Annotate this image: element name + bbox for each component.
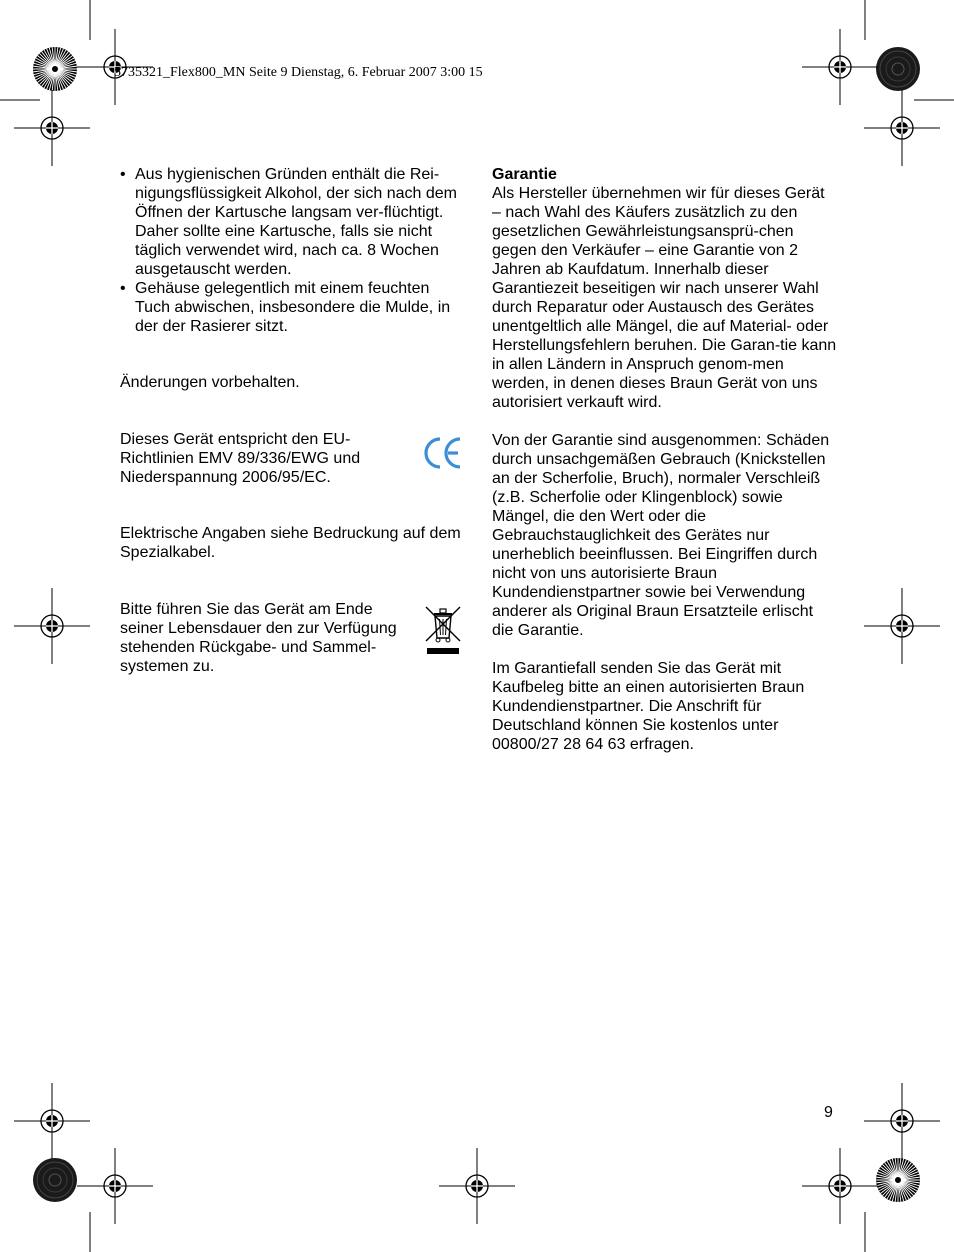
electrical-info: Elektrische Angaben siehe Bedruckung auf dem Spezialkabel.: [120, 525, 461, 561]
list-item: • Gehäuse gelegentlich mit einem feuchten Tuch abwischen, insbesondere die Mulde, in der der Rasierer sitzt.: [120, 279, 465, 336]
warranty-exclusions: Von der Garantie sind ausgenommen: Schäden durch unsachgemäßen Gebrauch (Knickstellen an der Scherfolie, Bruch), normaler Verschleiß (z.B. Scherfolie oder Klingenblock) sowie Mängel, die den Wert oder die Gebrauchstauglichkeit des Gerätes nur unerheblich beeinflussen. Bei Eingriffen durch nicht von uns autorisierte Braun Kundendienstpartner sowie bei Verwendung anderer als Original Braun Ersatzteile erlischt die Garantie.: [492, 432, 830, 639]
color-starburst-icon: [33, 1158, 77, 1202]
cleaning-bullet-list: [120, 165, 465, 336]
color-starburst-icon: [876, 47, 920, 91]
warranty-heading: Garantie: [492, 166, 557, 183]
crossed-out-bin-icon: [423, 603, 463, 657]
conformity-statement: Dieses Gerät entspricht den EU-Richtlinien EMV 89/336/EWG und Niederspannung 2006/95/EC.: [120, 431, 361, 486]
disposal-note: Bitte führen Sie das Gerät am Ende seiner Lebensdauer den zur Verfügung stehenden Rückgabe- und Sammel-systemen zu.: [120, 601, 397, 675]
list-item: • Aus hygienischen Gründen enthält die Rei-nigungsflüssigkeit Alkohol, der sich nach dem Öffnen der Kartusche langsam ver-flüchtigt. Daher sollte eine Kartusche, falls sie nicht täglich verwendet wird, nach ca. 8 Wochen ausgetauscht werden.: [120, 165, 465, 279]
right-column: [492, 165, 837, 754]
ce-mark-icon: [422, 434, 464, 472]
registration-mark-icon: [864, 90, 940, 166]
warranty-claim: Im Garantiefall senden Sie das Gerät mit Kaufbeleg bitte an einen autorisierten Braun Kundendienstpartner. Die Anschrift für Deutschland können Sie kostenlos unter 00800/27 28 64 63 erfragen.: [492, 660, 805, 753]
changes-note: Änderungen vorbehalten.: [120, 374, 300, 391]
registration-mark-icon: [14, 1083, 90, 1159]
warranty-paragraph: Als Hersteller übernehmen wir für dieses Gerät – nach Wahl des Käufers zusätzlich zu den gesetzlichen Gewährleistungsansprü-chen gegen den Verkäufer – eine Garantie von 2 Jahren ab Kaufdatum. Innerhalb dieser Garantiezeit beseitigen wir nach unserer Wahl durch Reparatur oder Austausch des Gerätes unentgeltlich alle Mängel, die auf Material- oder Herstellungsfehlern beruhen. Die Garan-tie kann in allen Ländern in Anspruch genom-men werden, in denen dieses Braun Gerät von uns autorisiert verkauft wird.: [492, 185, 837, 411]
registration-mark-icon: [77, 1148, 153, 1224]
page-number: 9: [824, 1104, 833, 1121]
registration-mark-icon: [14, 90, 90, 166]
registration-mark-icon: [864, 1083, 940, 1159]
registration-mark-icon: [439, 1148, 515, 1224]
color-starburst-icon: [33, 47, 77, 91]
registration-mark-icon: [864, 588, 940, 664]
registration-mark-icon: [14, 588, 90, 664]
print-job-info: 5735321_Flex800_MN Seite 9 Dienstag, 6. Februar 2007 3:00 15: [114, 65, 483, 80]
registration-mark-icon: [802, 29, 878, 105]
registration-mark-icon: [802, 1148, 878, 1224]
color-starburst-icon: [876, 1158, 920, 1202]
